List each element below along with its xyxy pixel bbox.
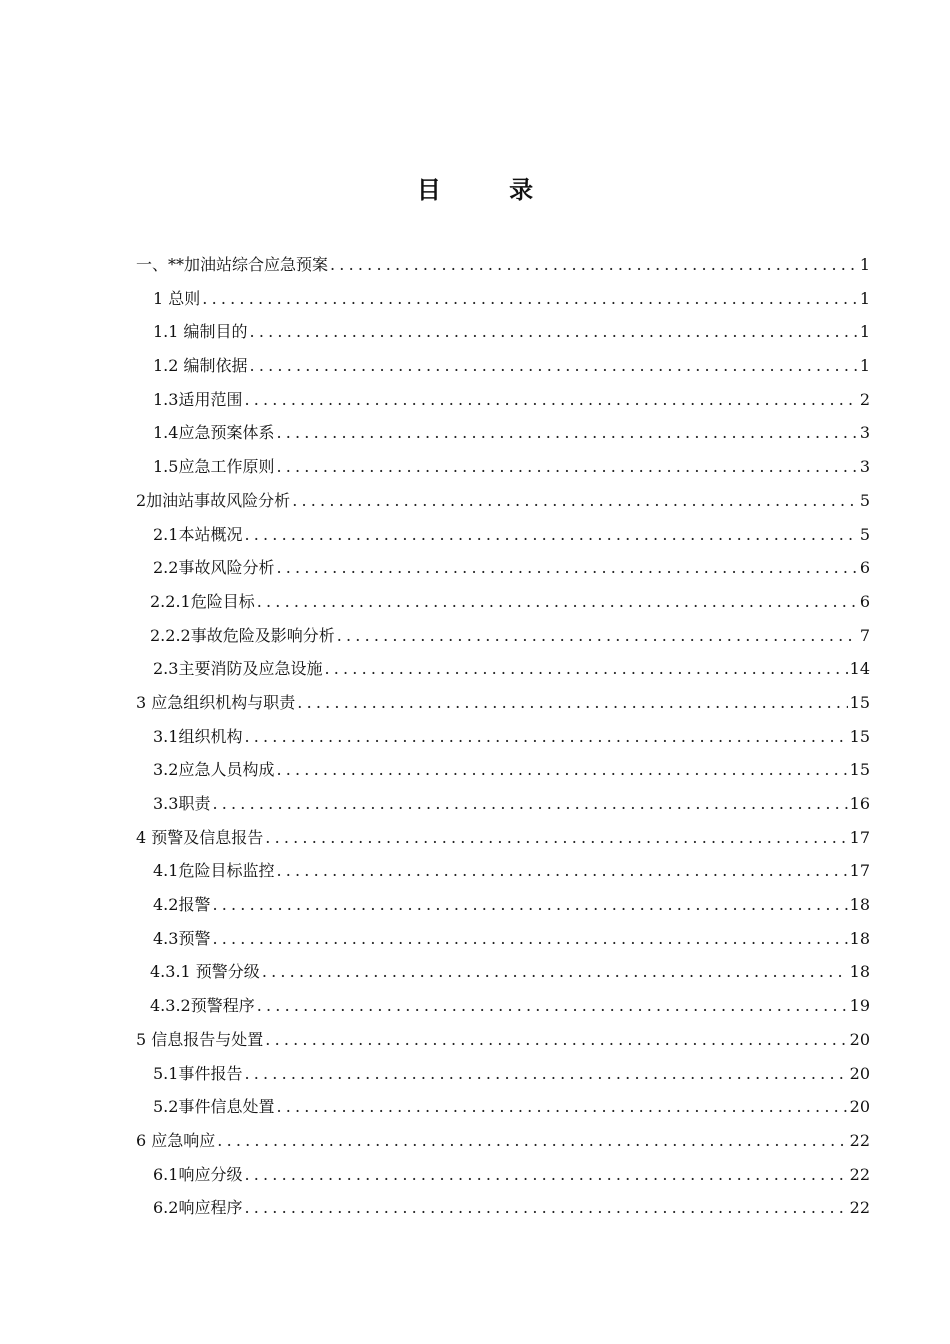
- toc-entry-page: 22: [849, 1198, 870, 1218]
- toc-leader-dots: [257, 996, 848, 1015]
- toc-entry[interactable]: [136, 319, 870, 353]
- toc-leader-dots: [276, 861, 847, 880]
- toc-entry-page: 15: [849, 726, 870, 746]
- toc-entry-page: 17: [849, 827, 870, 847]
- toc-leader-dots: [212, 895, 847, 914]
- toc-entry[interactable]: [136, 892, 870, 926]
- toc-entry-page: 16: [849, 794, 870, 813]
- toc-entry-page: 19: [849, 996, 870, 1016]
- toc-entry-label: 3.2应急人员构成: [153, 760, 275, 780]
- toc-entry[interactable]: [136, 757, 870, 791]
- toc-entry[interactable]: [136, 791, 870, 825]
- toc-entry[interactable]: [136, 488, 870, 522]
- toc-entry-page: 22: [849, 1164, 870, 1184]
- toc-entry[interactable]: [136, 656, 870, 690]
- toc-entry-label: 6.1响应分级: [153, 1164, 243, 1184]
- toc-entry-page: 20: [849, 1097, 870, 1117]
- toc-entry[interactable]: [136, 959, 870, 993]
- toc-entry-label: 2.2.2事故危险及影响分析: [150, 625, 335, 645]
- toc-entry-page: 15: [849, 760, 870, 780]
- toc-entry-label: 4.3预警: [153, 928, 211, 948]
- toc-entry-label: 1.2 编制依据: [153, 356, 248, 376]
- toc-entry[interactable]: [136, 286, 870, 320]
- toc-leader-dots: [244, 390, 857, 409]
- toc-entry-page: 6: [859, 591, 870, 611]
- toc-entry-label: 2.1本站概况: [153, 524, 243, 544]
- toc-entry[interactable]: [136, 1128, 870, 1162]
- toc-entry[interactable]: [136, 690, 870, 724]
- toc-entry-page: 1: [859, 356, 870, 376]
- toc-entry[interactable]: [136, 1195, 870, 1229]
- toc-entry-page: 1: [859, 255, 870, 274]
- toc-entry-label: 4.3.2预警程序: [150, 996, 255, 1016]
- toc-entry[interactable]: [136, 724, 870, 758]
- toc-list: [136, 252, 870, 1229]
- toc-leader-dots: [202, 289, 858, 308]
- toc-leader-dots: [250, 322, 858, 341]
- toc-entry-page: 6: [859, 558, 870, 578]
- toc-entry-label: 3.1组织机构: [153, 726, 243, 746]
- toc-leader-dots: [244, 1165, 847, 1184]
- toc-entry[interactable]: [136, 353, 870, 387]
- toc-leader-dots: [250, 356, 858, 375]
- toc-entry-page: 18: [849, 962, 870, 982]
- toc-entry-label: 2加油站事故风险分析: [136, 490, 291, 510]
- toc-title: 目 录: [416, 176, 564, 204]
- toc-entry[interactable]: [136, 926, 870, 960]
- toc-leader-dots: [265, 1030, 847, 1049]
- toc-leader-dots: [262, 962, 848, 981]
- toc-entry-label: 5.2事件信息处置: [153, 1097, 275, 1117]
- toc-entry-page: 7: [859, 625, 870, 645]
- toc-entry-page: 20: [849, 1029, 870, 1049]
- toc-entry[interactable]: [136, 589, 870, 623]
- toc-entry-label: 3.3职责: [153, 794, 211, 813]
- toc-leader-dots: [330, 255, 858, 274]
- toc-entry-page: 2: [859, 389, 870, 409]
- toc-entry-label: 5.1事件报告: [153, 1063, 243, 1083]
- toc-entry-page: 3: [859, 457, 870, 477]
- toc-entry[interactable]: [136, 1094, 870, 1128]
- toc-leader-dots: [276, 457, 857, 476]
- toc-entry-label: 1.5应急工作原则: [153, 457, 275, 477]
- toc-entry[interactable]: [136, 387, 870, 421]
- toc-leader-dots: [244, 1064, 847, 1083]
- toc-entry-page: 3: [859, 423, 870, 443]
- toc-entry-label: 1.1 编制目的: [153, 322, 248, 342]
- toc-entry-page: 17: [849, 861, 870, 881]
- toc-entry[interactable]: [136, 454, 870, 488]
- toc-leader-dots: [276, 1097, 847, 1116]
- toc-entry[interactable]: [136, 825, 870, 859]
- toc-leader-dots: [217, 1131, 847, 1150]
- toc-leader-dots: [212, 929, 847, 948]
- toc-entry[interactable]: [136, 420, 870, 454]
- toc-entry[interactable]: [136, 555, 870, 589]
- toc-leader-dots: [337, 626, 858, 645]
- toc-entry-page: 20: [849, 1063, 870, 1083]
- toc-entry-page: 14: [849, 659, 870, 679]
- toc-entry[interactable]: [136, 252, 870, 286]
- toc-entry-label: 4.2报警: [153, 895, 211, 915]
- toc-entry[interactable]: [136, 623, 870, 657]
- toc-entry-label: 3 应急组织机构与职责: [136, 692, 296, 712]
- toc-leader-dots: [276, 558, 857, 577]
- toc-entry[interactable]: [136, 1061, 870, 1095]
- toc-entry-label: 6.2响应程序: [153, 1198, 243, 1218]
- toc-leader-dots: [276, 423, 857, 442]
- toc-leader-dots: [297, 693, 847, 712]
- toc-entry-label: 2.2事故风险分析: [153, 558, 275, 578]
- toc-entry[interactable]: [136, 1162, 870, 1196]
- toc-leader-dots: [324, 659, 847, 678]
- toc-entry-page: 15: [849, 692, 870, 712]
- toc-entry-page: 5: [859, 524, 870, 544]
- toc-leader-dots: [257, 592, 858, 611]
- toc-leader-dots: [292, 491, 858, 510]
- toc-entry-label: 1.3适用范围: [153, 389, 243, 409]
- toc-leader-dots: [265, 828, 847, 847]
- toc-entry[interactable]: [136, 858, 870, 892]
- toc-leader-dots: [212, 794, 847, 813]
- toc-entry-page: 1: [859, 322, 870, 342]
- toc-entry-label: 4 预警及信息报告: [136, 827, 264, 847]
- toc-entry-label: 4.1危险目标监控: [153, 861, 275, 881]
- toc-leader-dots: [244, 1198, 847, 1217]
- toc-entry-page: 22: [849, 1130, 870, 1150]
- toc-entry-label: 6 应急响应: [136, 1130, 216, 1150]
- toc-entry-page: 18: [849, 895, 870, 915]
- toc-leader-dots: [276, 760, 847, 779]
- toc-entry-page: 18: [849, 928, 870, 948]
- toc-entry-label: 2.3主要消防及应急设施: [153, 659, 323, 679]
- toc-entry-page: 1: [859, 288, 870, 308]
- toc-entry-label: 一、**加油站综合应急预案: [136, 255, 329, 274]
- toc-leader-dots: [244, 727, 847, 746]
- toc-entry-label: 5 信息报告与处置: [136, 1029, 264, 1049]
- toc-entry-label: 1 总则: [153, 288, 201, 308]
- toc-leader-dots: [244, 525, 857, 544]
- toc-entry-label: 4.3.1 预警分级: [150, 962, 260, 982]
- toc-entry[interactable]: [136, 522, 870, 556]
- toc-entry-label: 1.4应急预案体系: [153, 423, 275, 443]
- toc-entry[interactable]: [136, 1027, 870, 1061]
- toc-entry-page: 5: [859, 490, 870, 510]
- toc-entry[interactable]: [136, 993, 870, 1027]
- toc-entry-label: 2.2.1危险目标: [150, 591, 255, 611]
